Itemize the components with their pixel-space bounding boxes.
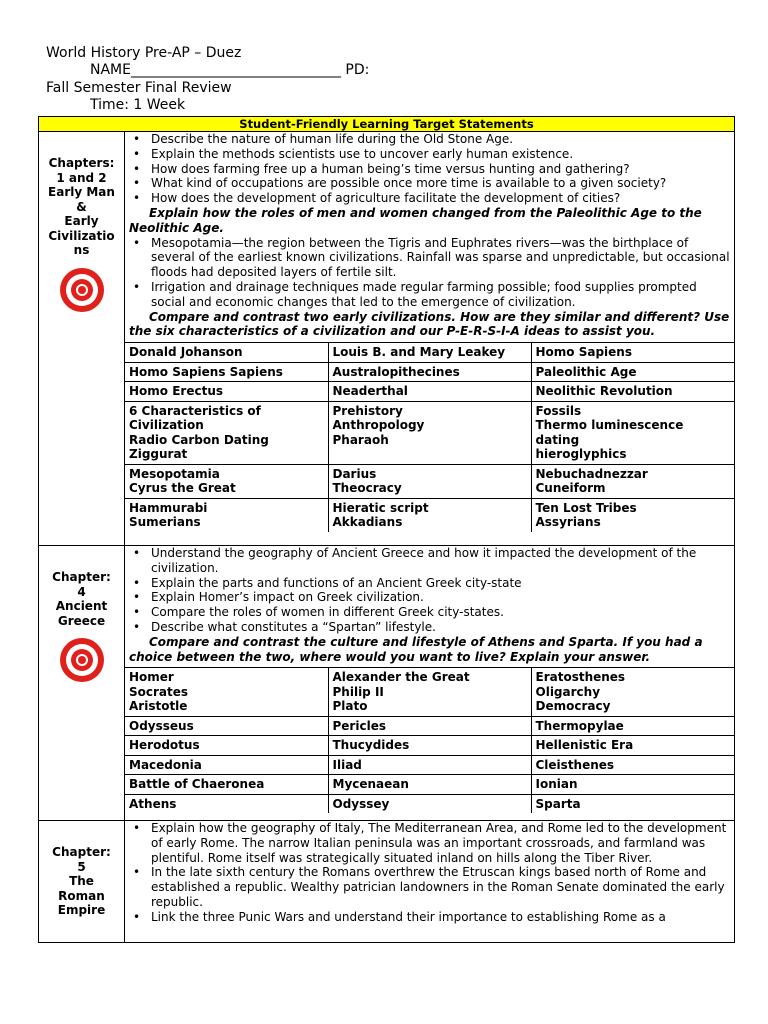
section-content-2 (125, 546, 735, 821)
vocab-term (328, 382, 531, 402)
vocab-term (531, 716, 734, 736)
vocab-term (125, 464, 328, 498)
chapter-line: Chapter: (52, 570, 111, 584)
chapter-label-2 (39, 546, 125, 821)
bullet-item: • Describe what constitutes a “Spartan” lifestyle. (129, 620, 734, 635)
chapter-line: ns (73, 243, 90, 257)
vocab-term-line: Fossils (535, 403, 582, 418)
vocab-term-line: Cuneiform (535, 481, 606, 496)
vocab-term (328, 464, 531, 498)
vocab-term (125, 736, 328, 756)
vocab-row (125, 362, 734, 382)
essay-question: Compare and contrast two early civilizations. How are they similar and different? Use the six characteristics of a civilization and our P-E-R-S-I-A ideas to assist you. (129, 309, 730, 339)
vocab-row (125, 736, 734, 756)
chapter-line: Chapter: (52, 845, 111, 859)
vocab-term-line: Homo Sapiens (535, 345, 632, 360)
chapter-line: 1 and 2 (56, 170, 107, 185)
chapter-line: The (69, 874, 94, 888)
vocab-row (125, 716, 734, 736)
vocab-term (328, 794, 531, 813)
vocab-term-line: Thermopylae (535, 718, 624, 733)
course-title: World History Pre-AP – Duez (46, 45, 242, 61)
vocab-term-line: Hellenistic Era (535, 738, 634, 753)
vocab-term-line: Assyrians (535, 515, 601, 530)
vocab-term-line: Herodotus (129, 738, 200, 753)
vocab-term (531, 401, 734, 464)
bullet-item: • What kind of occupations are possible once more time is available to a given society? (129, 176, 734, 191)
vocab-term-line: Homer (129, 670, 174, 685)
chapter-label-3 (39, 821, 125, 943)
vocab-term-line: Ten Lost Tribes (535, 500, 637, 515)
vocab-row (125, 794, 734, 813)
vocab-term (531, 362, 734, 382)
vocab-term (125, 668, 328, 717)
chapter-label-text (39, 546, 124, 628)
vocab-term (125, 755, 328, 775)
bullet-item: • Understand the geography of Ancient Greece and how it impacted the development of the civilization. (129, 546, 734, 576)
chapter-line: Empire (57, 903, 106, 917)
vocab-row (125, 382, 734, 402)
vocab-term-line: Aristotle (129, 699, 188, 714)
vocab-row (125, 668, 734, 717)
vocab-row (125, 498, 734, 532)
vocab-term (328, 343, 531, 363)
vocab-term (328, 755, 531, 775)
bullet-item: • Explain the parts and functions of an Ancient Greek city-state (129, 576, 734, 591)
vocab-term (125, 401, 328, 464)
vocab-term (125, 716, 328, 736)
chapter-line: Early (64, 214, 99, 228)
vocab-term-line: Philip II (332, 684, 384, 699)
bullet-item: • Link the three Punic Wars and understand their importance to establishing Rome as a (129, 910, 734, 925)
bullet-list (125, 821, 734, 925)
vocab-term (531, 755, 734, 775)
vocab-term (531, 343, 734, 363)
vocab-term-line: Ziggurat (129, 447, 188, 462)
vocab-term-line: hieroglyphics (535, 447, 627, 462)
vocab-term (328, 498, 531, 532)
essay-question: Compare and contrast the culture and lifestyle of Athens and Sparta. If you had a choice between the two, where would you want to live? Explain your answer. (129, 634, 703, 664)
bullet-item: • Compare the roles of women in different Greek city-states. (129, 605, 734, 620)
vocab-term-line: Prehistory (332, 403, 403, 418)
target-icon (58, 266, 106, 314)
vocab-row (125, 755, 734, 775)
review-title: Fall Semester Final Review (46, 80, 232, 96)
vocab-term-line: Socrates (129, 684, 189, 699)
banner: Student-Friendly Learning Target Statements (39, 117, 735, 132)
vocab-row (125, 464, 734, 498)
vocab-term-line: Plato (332, 699, 368, 714)
vocab-term-line: Ionian (535, 777, 578, 792)
bullet-item: • Explain how the geography of Italy, The Mediterranean Area, and Rome led to the development of early Rome. The narrow Italian peninsula was an important crossroads, and farmland was plentiful. Rome itself was strategically situated inland on hills along the Tiber River. (129, 821, 734, 865)
time-line: Time: 1 Week (90, 97, 186, 113)
target-icon (58, 636, 106, 684)
vocab-term-line: Thermo luminescence dating (535, 418, 684, 447)
bullet-list (125, 546, 734, 635)
name-line: NAME______________________________ PD: (90, 62, 370, 78)
vocab-term-line: Iliad (332, 757, 362, 772)
vocab-term-line: Anthropology (332, 418, 425, 433)
vocab-term-line: Eratosthenes (535, 670, 626, 685)
vocab-term-line: Athens (129, 796, 177, 811)
essay-question: Explain how the roles of men and women changed from the Paleolithic Age to the Neolithic Age. (129, 205, 702, 235)
chapter-line: Early Man (48, 185, 115, 199)
vocab-term (531, 775, 734, 795)
vocab-term (125, 498, 328, 532)
section-content-3 (125, 821, 735, 943)
vocab-term-line: Homo Erectus (129, 384, 224, 399)
vocab-term (125, 343, 328, 363)
vocab-term-line: Odysseus (129, 718, 194, 733)
vocab-term-line: Louis B. and Mary Leakey (332, 345, 506, 360)
bullet-item: • Irrigation and drainage techniques made regular farming possible; food supplies prompted social and economic changes that led to the emergence of civilization. (129, 280, 734, 310)
bullet-item: • In the late sixth century the Romans overthrew the Etruscan kings based north of Rome and established a republic. Wealthy patrician landowners in the Roman Senate dominated the early republic. (129, 865, 734, 909)
vocab-term-line: Theocracy (332, 481, 402, 496)
vocab-term (328, 668, 531, 717)
vocab-term (328, 775, 531, 795)
vocab-term (125, 362, 328, 382)
vocab-term (328, 401, 531, 464)
bullet-list (125, 236, 734, 310)
vocab-term (531, 382, 734, 402)
chapter-line: 4 (77, 584, 86, 599)
vocab-term-line: Macedonia (129, 757, 202, 772)
vocab-term-line: Mesopotamia (129, 466, 220, 481)
vocab-term-line: Darius (332, 466, 377, 481)
chapter-label-text (39, 132, 124, 258)
vocab-term (531, 668, 734, 717)
vocab-term-line: Democracy (535, 699, 611, 714)
vocab-term-line: Cyrus the Great (129, 481, 236, 496)
bullet-item: • Mesopotamia—the region between the Tigris and Euphrates rivers—was the birthplace of several of the earliest known civilizations. Rainfall was sparse and unpredictable, but occasional floods had deposited layers of fertile silt. (129, 236, 734, 280)
vocab-term-line: Cleisthenes (535, 757, 615, 772)
vocab-term (531, 736, 734, 756)
section-content-1 (125, 132, 735, 546)
vocab-term (125, 775, 328, 795)
vocab-term-line: Pharaoh (332, 432, 389, 447)
vocab-term (125, 794, 328, 813)
chapter-line: Ancient (55, 599, 108, 613)
vocab-term-line: Hammurabi (129, 500, 208, 515)
vocab-row (125, 401, 734, 464)
vocab-term-line: Australopithecines (332, 364, 460, 379)
vocab-term (328, 716, 531, 736)
vocab-term-line: Donald Johanson (129, 345, 243, 360)
vocab-term (125, 382, 328, 402)
bullet-item: • How does farming free up a human being’s time versus hunting and gathering? (129, 162, 734, 177)
chapter-line: Greece (57, 613, 106, 628)
vocab-term-line: Paleolithic Age (535, 364, 637, 379)
vocab-term (531, 794, 734, 813)
vocab-term-line: Neaderthal (332, 384, 408, 399)
bullet-list (125, 132, 734, 206)
chapter-label-1 (39, 132, 125, 546)
bullet-item: • Explain the methods scientists use to uncover early human existence. (129, 147, 734, 162)
chapter-line: Roman (58, 888, 105, 903)
vocab-term-line: 6 Characteristics of Civilization (129, 403, 261, 433)
vocab-row (125, 775, 734, 795)
bullet-item: • Describe the nature of human life during the Old Stone Age. (129, 132, 734, 147)
chapter-line: Chapters: (48, 156, 115, 170)
vocab-term (328, 362, 531, 382)
vocab-term-line: Nebuchadnezzar (535, 466, 648, 481)
vocab-table (125, 342, 734, 532)
vocab-term-line: Thucydides (332, 738, 410, 753)
chapter-line: & (76, 199, 87, 214)
vocab-term-line: Akkadians (332, 515, 403, 530)
vocab-term-line: Pericles (332, 718, 386, 733)
bullet-item: • Explain Homer’s impact on Greek civilization. (129, 590, 734, 605)
chapter-line: 5 (77, 859, 86, 874)
vocab-term-line: Sparta (535, 796, 581, 811)
vocab-term-line: Battle of Chaeronea (129, 777, 265, 792)
vocab-term (531, 498, 734, 532)
bullet-item: • How does the development of agriculture facilitate the development of cities? (129, 191, 734, 206)
vocab-term (328, 736, 531, 756)
vocab-term-line: Homo Sapiens Sapiens (129, 364, 283, 379)
chapter-label-text (39, 821, 124, 918)
vocab-term-line: Neolithic Revolution (535, 384, 673, 399)
vocab-term-line: Mycenaean (332, 777, 409, 792)
vocab-table (125, 667, 734, 813)
vocab-term (531, 464, 734, 498)
vocab-term-line: Oligarchy (535, 684, 601, 699)
vocab-term-line: Radio Carbon Dating (129, 432, 269, 447)
vocab-term-line: Hieratic script (332, 500, 429, 515)
vocab-term-line: Odyssey (332, 796, 390, 811)
vocab-row (125, 343, 734, 363)
vocab-term-line: Alexander the Great (332, 670, 470, 685)
review-table (38, 116, 735, 943)
chapter-line: Civilizatio (48, 228, 115, 243)
vocab-term-line: Sumerians (129, 515, 201, 530)
